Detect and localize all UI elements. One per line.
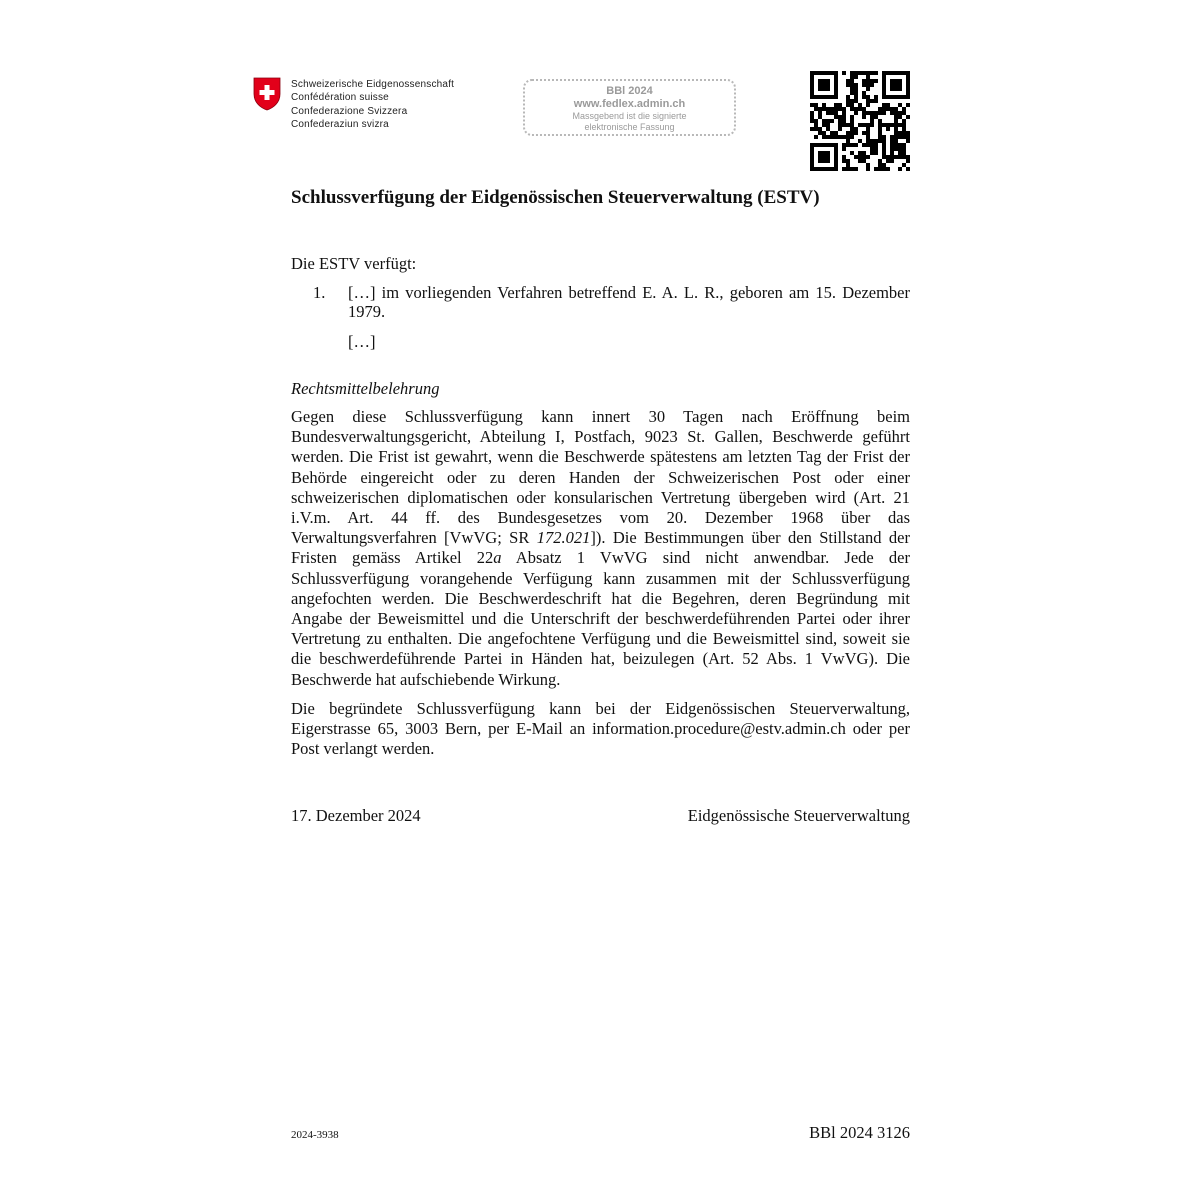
government-line-rm: Confederaziun svizra (291, 119, 389, 131)
stamp-line-note1: Massgebend ist die signierte (572, 111, 687, 121)
stamp-line-bbl: BBl 2024 (606, 85, 653, 97)
document-id: 2024-3938 (291, 1129, 339, 1141)
sr-number: 172.021 (536, 528, 591, 548)
decision-item-omission: […] (348, 332, 376, 351)
government-name-lines (291, 78, 454, 132)
remedy-text-part1: Gegen diese Schlussverfügung kann innert 30 Tagen nach Eröffnung beim Bundesverwaltungsgericht, Abteilung I, Postfach, 9023 St. Gallen, Beschwerde geführt werden. Die Frist ist gewahrt, wenn die Beschwerde spätestens am letzten Tag der Frist der Behörde eingereicht oder zu deren Handen der Schweizerischen Post oder einer schweizerischen diplomatischen oder konsularischen Vertretung übergeben wird (Art. 21 i.V.m. Art. 44 ff. des Bundesgesetzes vom 20. Dezember 1968 über das Verwaltungsverfahren [VwVG; SR (291, 407, 910, 548)
decision-intro: Die ESTV verfügt: (291, 254, 417, 273)
request-paragraph: Die begründete Schlussverfügung kann bei der Eidgenössischen Steuerverwaltung, Eigerstrasse 65, 3003 Bern, per E-Mail an information.procedure@estv.admin.ch oder per Post verlangt werden. (291, 699, 910, 759)
decision-date: 17. Dezember 2024 (291, 806, 421, 825)
publication-stamp (523, 79, 736, 136)
decision-item-number: 1. (313, 283, 326, 302)
bbl-reference: BBl 2024 3126 (809, 1123, 910, 1142)
stamp-line-note2: elektronische Fassung (584, 122, 675, 132)
issuing-authority: Eidgenössische Steuerverwaltung (687, 806, 910, 825)
remedy-text-part2: ]). Die Bestimmungen über den Stillstand der Fristen gemäss Artikel 22 (291, 528, 910, 568)
document-title: Schlussverfügung der Eidgenössischen Steuerverwaltung (ESTV) (291, 187, 820, 208)
remedy-paragraph (291, 407, 910, 690)
stamp-line-url: www.fedlex.admin.ch (573, 98, 686, 110)
remedy-heading: Rechtsmittelbelehrung (291, 379, 440, 398)
government-line-fr: Confédération suisse (291, 92, 389, 104)
remedy-text-part3: Absatz 1 VwVG sind nicht anwendbar. Jede der Schlussverfügung vorangehende Verfügung kann zusammen mit der Schlussverfügung angefochten werden. Die Beschwerdeschrift hat die Begehren, deren Begründung mit Angabe der Beweismittel und die Unterschrift der beschwerdeführenden Partei oder ihrer Vertretung zu enthalten. Die angefochtene Verfügung und die Beweismittel sind, soweit sie die beschwerdeführende Partei in Händen hat, beizulegen (Art. 52 Abs. 1 VwVG). Die Beschwerde hat aufschiebende Wirkung. (291, 548, 910, 689)
article-suffix: a (493, 548, 502, 568)
swiss-coat-of-arms-icon (252, 77, 282, 111)
qr-code-icon (810, 71, 910, 171)
decision-item-text: […] im vorliegenden Verfahren betreffend E. A. L. R., geboren am 15. Dezember 1979. (348, 283, 910, 321)
government-line-de: Schweizerische Eidgenossenschaft (291, 79, 455, 90)
government-line-it: Confederazione Svizzera (291, 105, 408, 117)
